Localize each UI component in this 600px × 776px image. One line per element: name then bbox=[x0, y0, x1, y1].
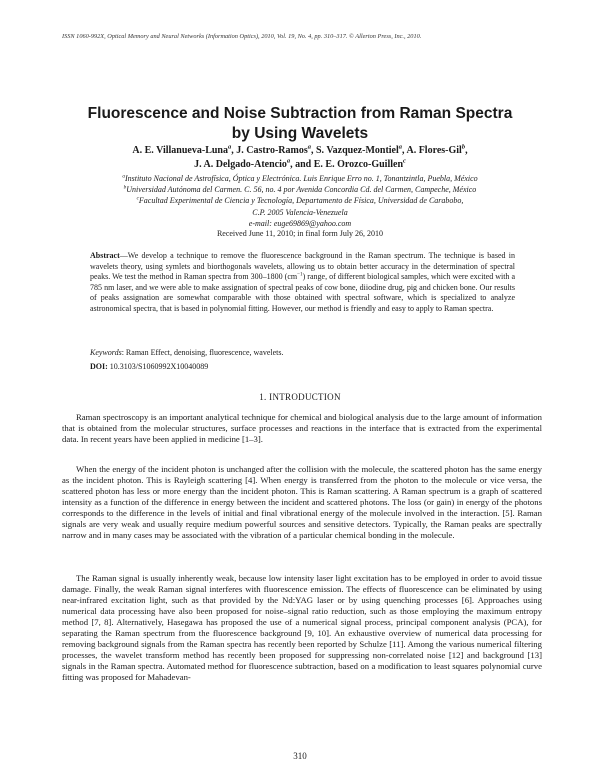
author: S. Vazquez-Montiel$^a$, bbox=[315, 143, 407, 156]
paragraph: The Raman signal is usually inherently weak, because low intensity laser light excitation has to be employed in order to avoid tissue damage. Finally, the weak Raman signal interferes with fluorescence emission. The effects of fluorescence can be eliminated by using near-infrared excitation light, such as that provided by the Nd:YAG laser or by using quenching processes [6]. Approaches using numerical data processing have also been proposed for noise–signal ratio reduction, such as those employing the maximum entropy method [7, 8]. Alternatively, Hasegawa has proposed the use of a numerical signal process, principal component analysis (PCA), for separating the Raman spectrum from the fluorescence background [9, 10]. An exhaustive overview of numerical data processing for removing background signals from the Raman spectra has recently been reported by Schulze [11]. Among the various numerical filtering processes, the wavelet transform method has recently been proposed for suppressing non-correlated noise [12] and background [13] signals in the Raman spectra. Automated method for fluorescence subtraction, based on a modification to least squares polynomial curve fitting was proposed for Mahadevan- bbox=[62, 573, 542, 683]
article-title bbox=[0, 104, 600, 144]
section-heading-introduction: 1. INTRODUCTION bbox=[259, 392, 341, 402]
paragraph: When the energy of the incident photon is unchanged after the collision with the molecule, the scattered photon has the same energy as the incident photon. This is Rayleigh scattering [4]. When energy is transferred from the photon to the molecule or vice versa, the scattered photon has less or more energy than the incident photon. This is Raman scattering. A Raman spectrum is a graph of scattered intensity as a function of the difference in energy between the incident and scattered photons. The loss (or gain) in energy of the photons corresponds to the difference in the levels of initial and final vibrational energy of the molecule involved in the interaction. [5]. Raman signals are very weak and usually require medium powerful sources and sensitive detectors. Typically, the Raman peaks are spectrally narrow and in many cases may be associated with the vibration of a particular chemical bonding in the molecule. bbox=[62, 464, 542, 541]
affiliation-c-line2: C.P. 2005 Valencia-Venezuela bbox=[252, 207, 348, 217]
author: A. E. Villanueva-Luna$^a$, bbox=[132, 143, 237, 156]
received-dates: Received June 11, 2010; in final form July 26, 2010 bbox=[216, 229, 384, 238]
keywords: Keywords: Raman Effect, denoising, fluorescence, wavelets. bbox=[90, 348, 284, 357]
keywords-label: Keywords bbox=[90, 348, 122, 357]
page-number: 310 bbox=[293, 751, 307, 761]
title-line-1: Fluorescence and Noise Subtraction from Raman Spectra bbox=[87, 105, 513, 122]
author: A. Flores-Gil$^b$, bbox=[406, 143, 468, 156]
running-header: ISSN 1060-992X, Optical Memory and Neural Networks (Information Optics), 2010, Vol. 19, No. 4, pp. 310–317. © Allerton Press, Inc., 2010. bbox=[62, 33, 422, 40]
affiliation-b: $^b$Universidad Autónoma del Carmen. C. 56, no. 4 por Avenida Concordia Cd. del Carmen, Campeche, México bbox=[123, 184, 477, 195]
abstract-label: Abstract bbox=[90, 251, 120, 260]
author: J. Castro-Ramos$^a$, bbox=[236, 143, 316, 156]
doi-label: DOI: bbox=[90, 362, 108, 371]
affiliation-a: $^a$Instituto Nacional de Astrofísica, Óptica y Electrónica. Luis Enrique Erro no. 1, Tonantzintla, Puebla, México bbox=[122, 173, 478, 183]
doi: DOI: 10.3103/S1060992X10040089 bbox=[90, 362, 209, 371]
author: E. E. Orozco-Guillen$^c$ bbox=[313, 157, 406, 170]
affiliations bbox=[0, 173, 600, 229]
author: J. A. Delgado-Atencio$^a$, and bbox=[194, 157, 314, 170]
affiliation-c: $^c$Facultad Experimental de Ciencia y Tecnología, Departamento de Física, Universidad de Carabobo, bbox=[136, 195, 464, 206]
author-list bbox=[0, 144, 600, 172]
title-line-2: by Using Wavelets bbox=[231, 125, 369, 142]
paragraph: Raman spectroscopy is an important analytical technique for chemical and biological analysis due to the large amount of information that is obtained from the molecular structures, surface processes and reactions in the interface that is extracted from the experimental data. In recent years have been applied in medicine [1–3]. bbox=[62, 412, 542, 445]
author-email: e-mail: euge69869@yahoo.com bbox=[248, 218, 352, 228]
abstract: Abstract—We develop a technique to remove the fluorescence background in the Raman spectrum. The technique is based in wavelets theory, using symlets and biorthogonals wavelets, allowing us to obtain better accuracy in the determination of spectral peaks. We test the method in Raman spectra from 300–1800 $(cm^{-1})$ range, of different biological samples, which were excited with a 785 nm laser, and we were able to make assignation of spectral peaks of cow bone, diiodine drug, pig and chicken bone. Our results of peaks assignation are somewhat comparable with those obtained with spectral software, which is specialized to analyze astronomical spectra, that is based in polynomial fitting. However, our method is friendly and easy to apply to Raman spectra. bbox=[90, 251, 515, 313]
